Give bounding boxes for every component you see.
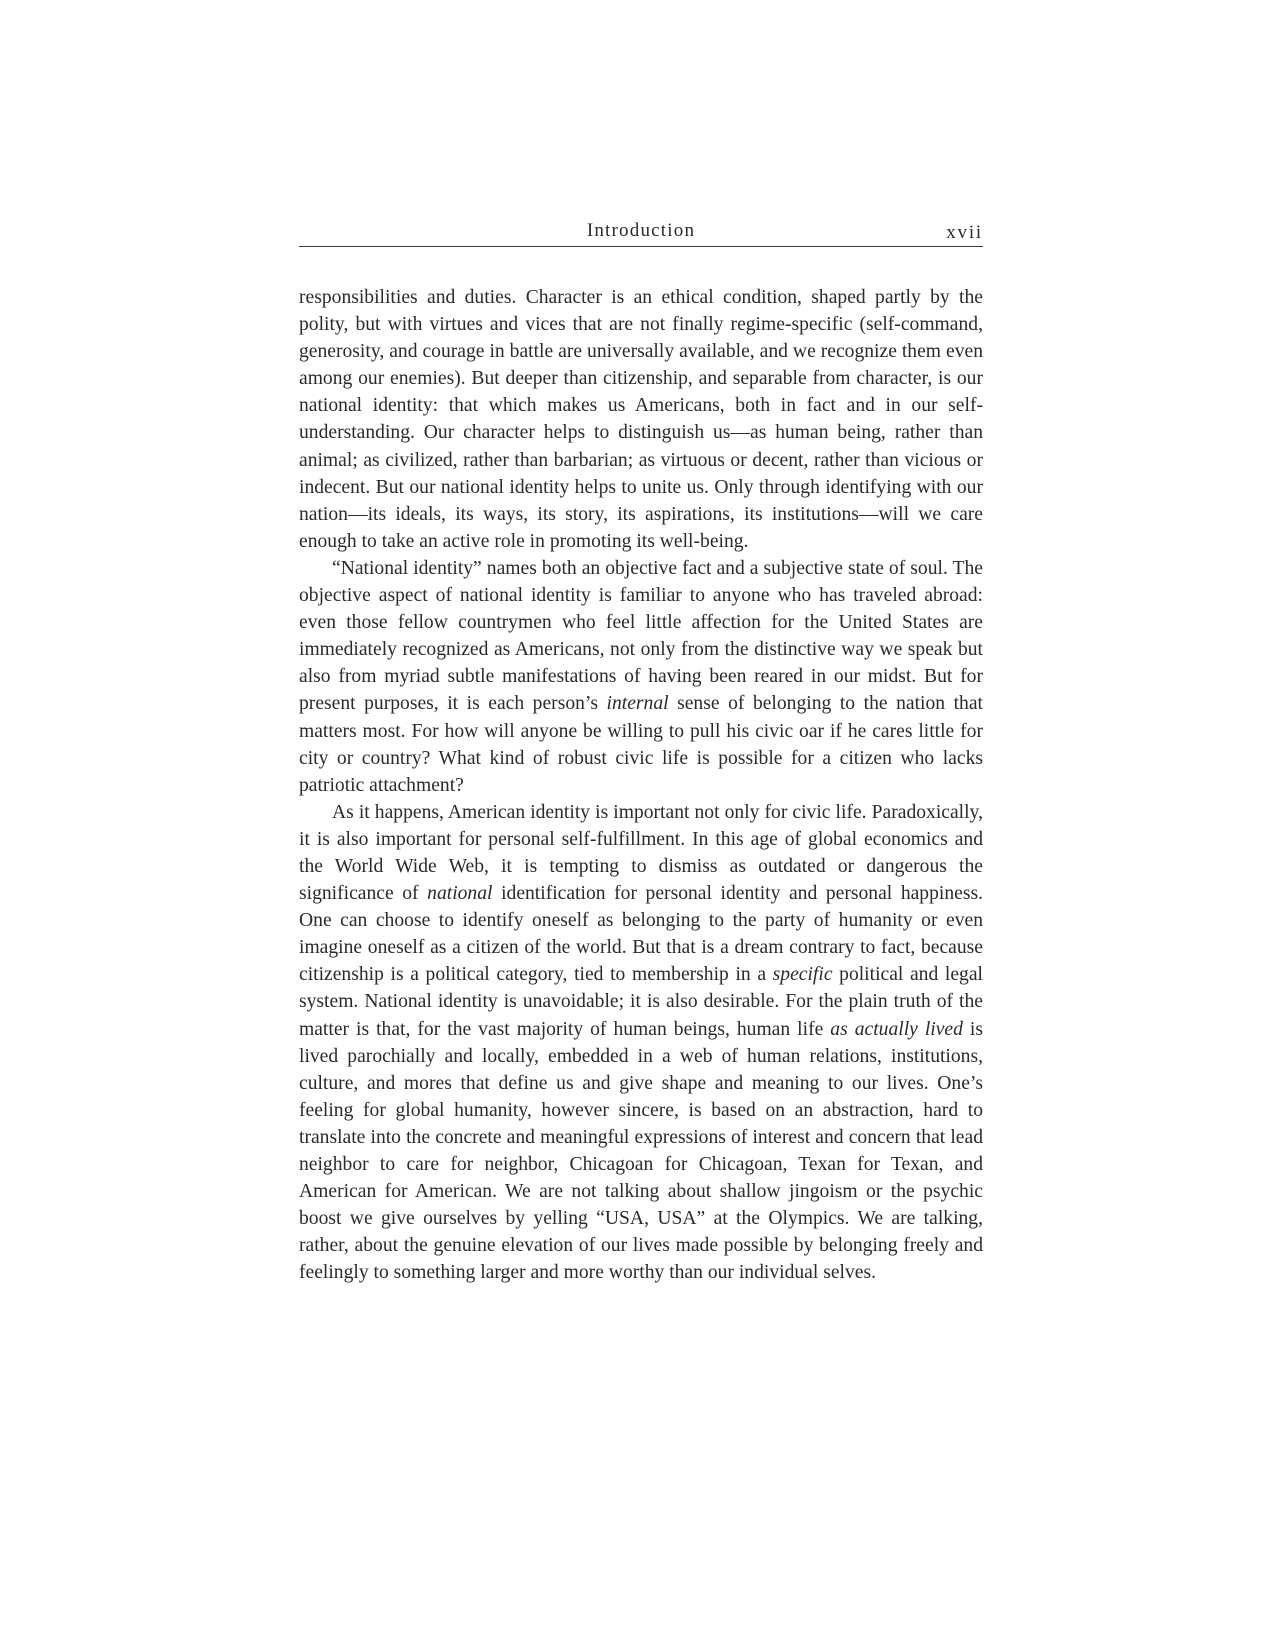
paragraph-2	[299, 555, 983, 799]
text-run: is lived parochially and locally, embedded in a web of human relations, institutions, culture, and mores that define us and give shape and meaning to our lives. One’s feeling for global humanity, however sincere, is based on an abstraction, hard to translate into the concrete and meaningful expressions of interest and concern that lead neighbor to care for neighbor, Chicagoan for Chicagoan, Texan for Texan, and American for American. We are not talking about shallow jingoism or the psychic boost we give ourselves by yelling “USA, USA” at the Olympics. We are talking, rather, about the genuine elevation of our lives made possible by belonging freely and feelingly to something larger and more worthy than our individual selves.	[299, 1018, 983, 1284]
running-head	[299, 220, 983, 247]
italic-run: specific	[772, 964, 833, 986]
italic-run: national	[427, 883, 493, 905]
text-run: political and legal system. National identity is unavoidable; it is also desirable. For the plain truth of the matter is that, for the vast majority of human beings, human life	[299, 964, 983, 1040]
text-run: “National identity” names both an objective fact and a subjective state of soul. The objective aspect of national identity is familiar to anyone who has traveled abroad: even those fellow countrymen who feel little affection for the United States are immediately recognized as Americans, not only from the distinctive way we speak but also from myriad subtle manifestations of having been reared in our midst. But for present purposes, it is each person’s	[299, 557, 983, 715]
paragraph-1	[299, 284, 983, 555]
body-text	[299, 284, 983, 1286]
book-page	[299, 0, 983, 1650]
text-run: responsibilities and duties. Character is an ethical condition, shaped partly by the polity, but with virtues and vices that are not finally regime-specific (self-command, generosity, and courage in battle are universally available, and we recognize them even among our enemies). But deeper than citizenship, and separable from character, is our national identity: that which makes us Americans, both in fact and in our self-understanding. Our character helps to distinguish us—as human being, rather than animal; as civilized, rather than barbarian; as virtuous or decent, rather than vicious or indecent. But our national identity helps to unite us. Only through identifying with our nation—its ideals, its ways, its story, its aspirations, its institutions—will we care enough to take an active role in promoting its well-being.	[299, 287, 983, 552]
text-run: identification for personal identity and personal happiness. One can choose to identify oneself as belonging to the party of humanity or even imagine oneself as a citizen of the world. But that is a dream contrary to fact, because citizenship is a political category, tied to membership in a	[299, 883, 983, 986]
italic-run: as actually lived	[830, 1018, 963, 1040]
running-title: Introduction	[586, 220, 696, 241]
text-run: As it happens, American identity is important not only for civic life. Paradoxically, it is also important for personal self-fulfillment. In this age of global economics and the World Wide Web, it is tempting to dismiss as outdated or dangerous the significance of	[299, 801, 983, 905]
text-run: sense of belonging to the nation that matters most. For how will anyone be willing to pull his civic oar if he cares little for city or country? What kind of robust civic life is possible for a citizen who lacks patriotic attachment?	[299, 693, 983, 796]
italic-run: internal	[606, 693, 669, 715]
page-number: xvii	[946, 222, 983, 243]
paragraph-3	[299, 799, 983, 1287]
